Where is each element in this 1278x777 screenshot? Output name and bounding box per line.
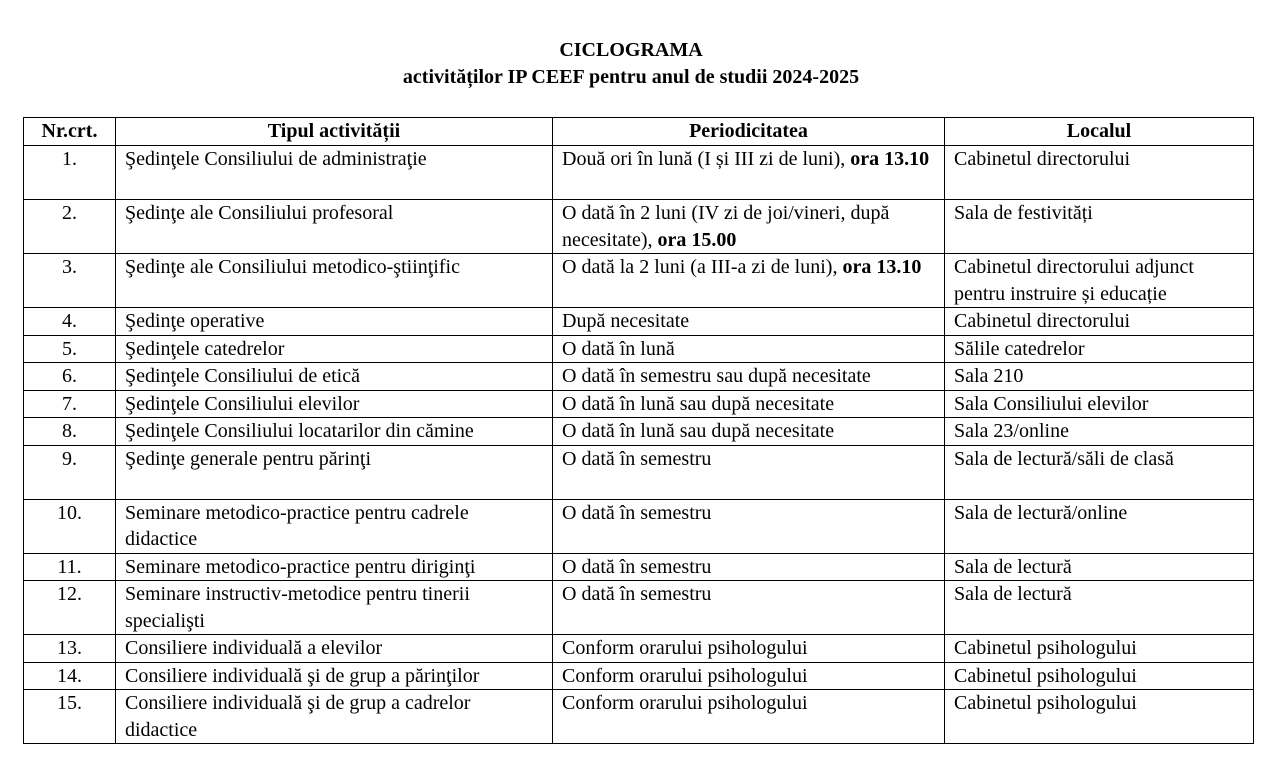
header-local: Localul (945, 118, 1254, 146)
cell-tip: Seminare metodico-practice pentru cadrele didactice (116, 499, 553, 553)
cell-tip: Consiliere individuală şi de grup a cadrelor didactice (116, 690, 553, 744)
table-row (24, 146, 1254, 200)
cell-local: Sala Consiliului elevilor (945, 390, 1254, 418)
cell-periodicitate: După necesitate (553, 308, 945, 336)
cell-nr: 7. (24, 390, 116, 418)
periodicitate-time: ora 13.10 (842, 256, 922, 278)
cell-nr: 4. (24, 308, 116, 336)
periodicitate-text: O dată la 2 luni (a III-a zi de luni), (562, 256, 838, 278)
cell-local: Sala de lectură/online (945, 499, 1254, 553)
table-row (24, 363, 1254, 391)
document-title (0, 37, 1262, 91)
cell-tip: Şedinţe ale Consiliului metodico-ştiinţific (116, 254, 553, 308)
table-row (24, 418, 1254, 446)
cell-local: Cabinetul psihologului (945, 662, 1254, 690)
table-row (24, 335, 1254, 363)
cell-tip: Şedinţele Consiliului locatarilor din cămine (116, 418, 553, 446)
cell-nr: 12. (24, 581, 116, 635)
cell-local: Cabinetul directorului (945, 308, 1254, 336)
cell-periodicitate: O dată în lună sau după necesitate (553, 418, 945, 446)
table-row (24, 553, 1254, 581)
cell-periodicitate: O dată în semestru (553, 581, 945, 635)
cell-local: Sala de lectură (945, 553, 1254, 581)
cell-periodicitate (553, 200, 945, 254)
table-row (24, 200, 1254, 254)
cell-nr: 15. (24, 690, 116, 744)
cell-tip: Şedinţe operative (116, 308, 553, 336)
cell-periodicitate: Conform orarului psihologului (553, 690, 945, 744)
header-periodicitate: Periodicitatea (553, 118, 945, 146)
table-row (24, 499, 1254, 553)
cell-tip: Şedinţe generale pentru părinţi (116, 445, 553, 499)
header-nr: Nr.crt. (24, 118, 116, 146)
cell-periodicitate: Conform orarului psihologului (553, 662, 945, 690)
cell-tip: Seminare metodico-practice pentru diriginţi (116, 553, 553, 581)
cell-tip: Şedinţele Consiliului de administraţie (116, 146, 553, 200)
cell-periodicitate: O dată în semestru (553, 445, 945, 499)
periodicitate-time: ora 13.10 (850, 148, 930, 170)
table-row (24, 581, 1254, 635)
header-tip: Tipul activității (116, 118, 553, 146)
cell-tip: Şedinţe ale Consiliului profesoral (116, 200, 553, 254)
table-row (24, 445, 1254, 499)
cell-nr: 1. (24, 146, 116, 200)
cell-nr: 5. (24, 335, 116, 363)
cell-periodicitate: O dată în lună (553, 335, 945, 363)
cell-periodicitate: O dată în semestru (553, 499, 945, 553)
cell-nr: 3. (24, 254, 116, 308)
cell-periodicitate: O dată în semestru sau după necesitate (553, 363, 945, 391)
table-row (24, 662, 1254, 690)
cell-local: Sălile catedrelor (945, 335, 1254, 363)
cell-periodicitate (553, 146, 945, 200)
table-row (24, 254, 1254, 308)
cell-periodicitate (553, 254, 945, 308)
cell-local: Sala de lectură (945, 581, 1254, 635)
periodicitate-text: Două ori în lună (I și III zi de luni), (562, 148, 846, 170)
table-row (24, 635, 1254, 663)
cell-nr: 10. (24, 499, 116, 553)
cell-local: Sala 210 (945, 363, 1254, 391)
cell-nr: 2. (24, 200, 116, 254)
cell-nr: 13. (24, 635, 116, 663)
title-line-2: activităților IP CEEF pentru anul de studii 2024-2025 (402, 66, 860, 88)
periodicitate-time: ora 15.00 (657, 228, 737, 251)
cell-tip: Consiliere individuală a elevilor (116, 635, 553, 663)
cell-local: Cabinetul directorului adjunct pentru instruire și educație (945, 254, 1254, 308)
cell-periodicitate: Conform orarului psihologului (553, 635, 945, 663)
cell-nr: 9. (24, 445, 116, 499)
cell-local: Cabinetul psihologului (945, 690, 1254, 744)
cell-tip: Şedinţele catedrelor (116, 335, 553, 363)
table-row (24, 390, 1254, 418)
cell-local: Sala 23/online (945, 418, 1254, 446)
cell-nr: 8. (24, 418, 116, 446)
cell-local: Cabinetul directorului (945, 146, 1254, 200)
cell-nr: 14. (24, 662, 116, 690)
cell-local: Sala de festivități (945, 200, 1254, 254)
cell-nr: 6. (24, 363, 116, 391)
cell-tip: Consiliere individuală şi de grup a părinţilor (116, 662, 553, 690)
title-line-1: CICLOGRAMA (559, 39, 703, 61)
cell-tip: Şedinţele Consiliului de etică (116, 363, 553, 391)
cell-periodicitate: O dată în lună sau după necesitate (553, 390, 945, 418)
table-row (24, 690, 1254, 744)
table-header-row (24, 118, 1254, 146)
cell-tip: Seminare instructiv-metodice pentru tinerii specialişti (116, 581, 553, 635)
cell-local: Sala de lectură/săli de clasă (945, 445, 1254, 499)
cell-nr: 11. (24, 553, 116, 581)
cell-local: Cabinetul psihologului (945, 635, 1254, 663)
cell-periodicitate: O dată în semestru (553, 553, 945, 581)
activities-table (23, 117, 1254, 744)
cell-tip: Şedinţele Consiliului elevilor (116, 390, 553, 418)
table-row (24, 308, 1254, 336)
periodicitate-text: O dată în 2 luni (IV zi de joi/vineri, după necesitate), (562, 202, 890, 251)
